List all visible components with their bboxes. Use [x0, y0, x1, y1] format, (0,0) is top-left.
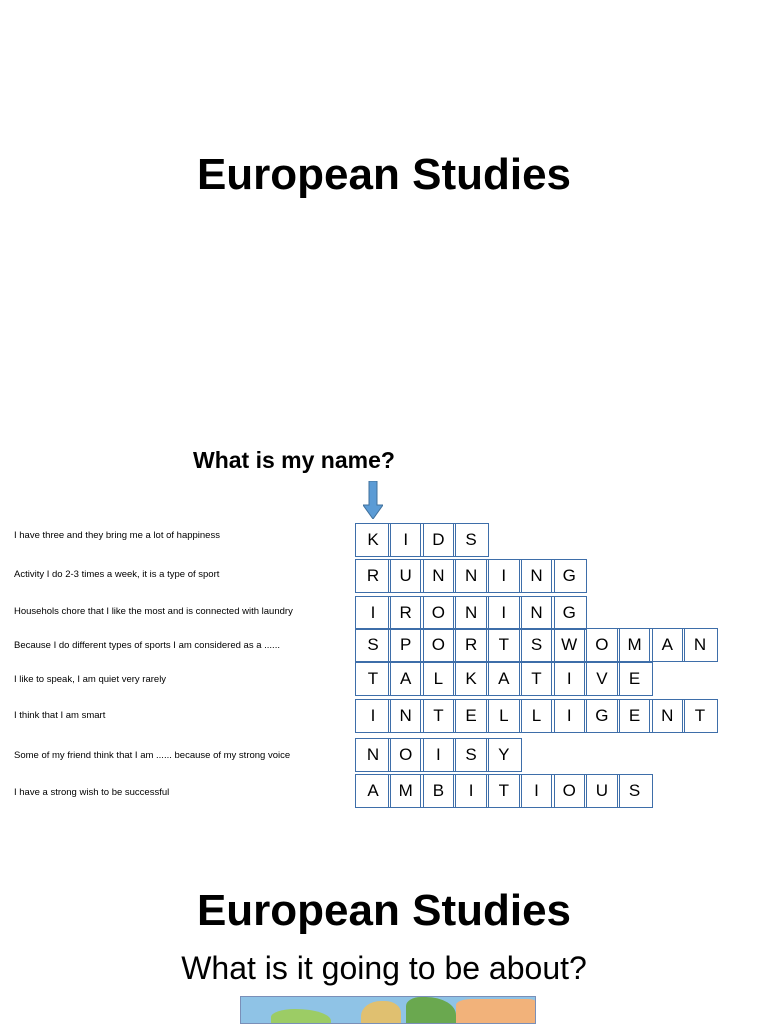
- letter-cell: L: [420, 662, 456, 696]
- letter-cell: N: [453, 596, 489, 630]
- letter-cell: B: [420, 774, 456, 808]
- letter-cell: N: [519, 559, 555, 593]
- letter-cell: O: [584, 628, 620, 662]
- europe-map-image: [240, 996, 536, 1024]
- letter-cell: W: [551, 628, 587, 662]
- letter-cell: R: [388, 596, 424, 630]
- letter-cell: O: [551, 774, 587, 808]
- hidden-word-cell: T: [355, 662, 391, 696]
- letter-cell: I: [551, 699, 587, 733]
- letter-cell: A: [486, 662, 522, 696]
- clue-4: Because I do different types of sports I am considered as a ......: [14, 640, 280, 651]
- letter-cell: T: [486, 628, 522, 662]
- clue-8: I have a strong wish to be successful: [14, 787, 170, 798]
- letter-cell: G: [584, 699, 620, 733]
- letter-cell: G: [551, 596, 587, 630]
- letter-cell: D: [420, 523, 456, 557]
- letter-cell: S: [453, 523, 489, 557]
- letter-cell: T: [486, 774, 522, 808]
- letter-cell: I: [453, 774, 489, 808]
- letter-cell: S: [519, 628, 555, 662]
- hidden-word-cell: S: [355, 628, 391, 662]
- hidden-word-cell: K: [355, 523, 391, 557]
- letter-cell: M: [388, 774, 424, 808]
- hidden-word-cell: A: [355, 774, 391, 808]
- letter-cell: Y: [486, 738, 522, 772]
- clue-1: I have three and they bring me a lot of happiness: [14, 530, 220, 541]
- puzzle-title: What is my name?: [193, 447, 395, 473]
- letter-cell: V: [584, 662, 620, 696]
- letter-cell: T: [682, 699, 718, 733]
- slide-title: European Studies: [196, 150, 572, 199]
- letter-cell: E: [617, 699, 653, 733]
- clue-7: Some of my friend think that I am ...... because of my strong voice: [14, 750, 291, 761]
- letter-cell: P: [388, 628, 424, 662]
- letter-cell: R: [453, 628, 489, 662]
- letter-cell: N: [453, 559, 489, 593]
- letter-cell: I: [519, 774, 555, 808]
- letter-cell: I: [420, 738, 456, 772]
- letter-cell: A: [649, 628, 685, 662]
- letter-cell: I: [486, 596, 522, 630]
- letter-cell: L: [486, 699, 522, 733]
- letter-cell: N: [519, 596, 555, 630]
- clue-3: Househols chore that I like the most and is connected with laundry: [14, 606, 293, 617]
- letter-cell: U: [584, 774, 620, 808]
- letter-cell: N: [388, 699, 424, 733]
- letter-cell: T: [420, 699, 456, 733]
- hidden-word-cell: I: [355, 699, 391, 733]
- letter-cell: M: [617, 628, 653, 662]
- hidden-word-cell: I: [355, 596, 391, 630]
- down-arrow-icon: [363, 481, 383, 519]
- letter-cell: I: [551, 662, 587, 696]
- clue-2: Activity I do 2-3 times a week, it is a type of sport: [14, 569, 220, 580]
- letter-cell: L: [519, 699, 555, 733]
- letter-cell: U: [388, 559, 424, 593]
- letter-cell: E: [617, 662, 653, 696]
- letter-cell: T: [519, 662, 555, 696]
- letter-cell: E: [453, 699, 489, 733]
- hidden-word-cell: N: [355, 738, 391, 772]
- letter-cell: S: [453, 738, 489, 772]
- letter-cell: G: [551, 559, 587, 593]
- clue-6: I think that I am smart: [14, 710, 106, 721]
- clue-5: I like to speak, I am quiet very rarely: [14, 674, 167, 685]
- letter-cell: K: [453, 662, 489, 696]
- letter-cell: N: [682, 628, 718, 662]
- letter-cell: O: [420, 596, 456, 630]
- letter-cell: O: [388, 738, 424, 772]
- hidden-word-cell: R: [355, 559, 391, 593]
- letter-cell: I: [486, 559, 522, 593]
- letter-cell: A: [388, 662, 424, 696]
- letter-cell: I: [388, 523, 424, 557]
- slide-subtitle: What is it going to be about?: [181, 950, 587, 986]
- letter-cell: N: [649, 699, 685, 733]
- letter-cell: N: [420, 559, 456, 593]
- letter-cell: O: [420, 628, 456, 662]
- letter-cell: S: [617, 774, 653, 808]
- slide-title-2: European Studies: [196, 886, 572, 935]
